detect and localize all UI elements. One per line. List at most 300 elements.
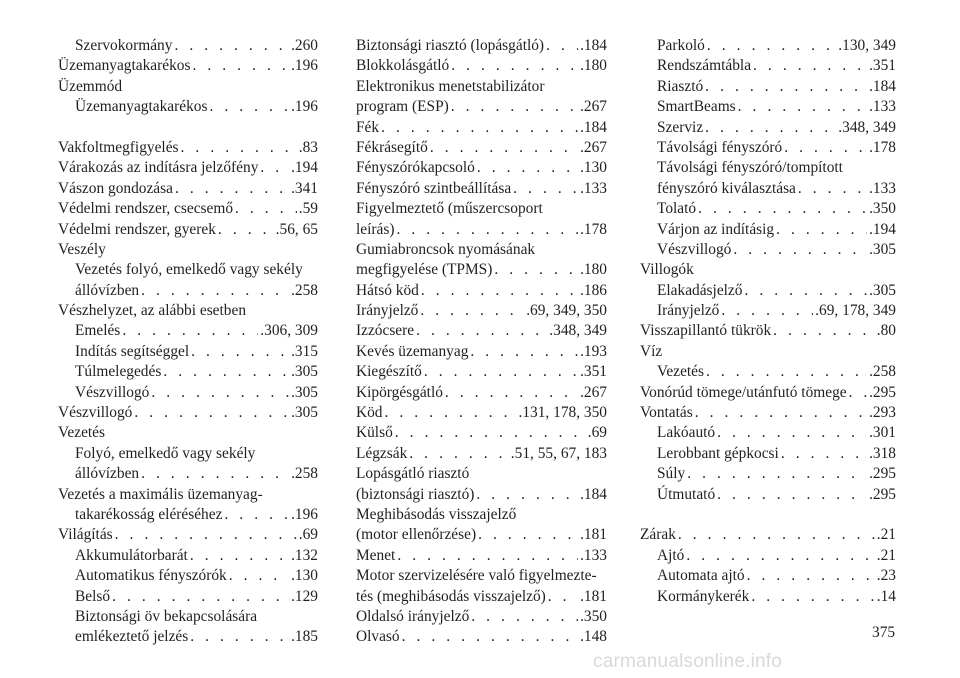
- blank-line: [640, 505, 896, 525]
- entry-page-ref: .130: [580, 159, 607, 177]
- dot-leader: [190, 546, 289, 566]
- index-entry: [356, 118, 607, 138]
- entry-term: Vészvillogó: [58, 404, 133, 422]
- index-subentry: [58, 281, 318, 301]
- dot-leader: [181, 138, 297, 158]
- entry-term: Vakfoltmegfigyelés: [58, 138, 179, 156]
- index-entry: [58, 199, 318, 219]
- index-entry: [58, 423, 318, 443]
- index-entry: [356, 36, 607, 56]
- entry-term: (biztonsági riasztó): [356, 485, 475, 503]
- dot-leader: [430, 138, 578, 158]
- dot-leader: [224, 505, 289, 525]
- entry-term: Veszély: [58, 240, 106, 258]
- entry-term: Menet: [356, 546, 396, 564]
- index-entry: [58, 158, 318, 178]
- dot-leader: [705, 118, 836, 138]
- entry-page-ref: .69: [587, 424, 607, 442]
- index-entry: [356, 485, 607, 505]
- dot-leader: [174, 36, 289, 56]
- index-entry: [356, 566, 607, 586]
- entry-page-ref: .181: [580, 587, 607, 605]
- dot-leader: [738, 97, 867, 117]
- dot-leader: [707, 36, 836, 56]
- entry-term: Emelés: [75, 322, 121, 340]
- entry-term: Tolató: [657, 200, 697, 218]
- index-entry: [356, 505, 607, 525]
- index-entry: [356, 546, 607, 566]
- entry-term: megfigyelése (TPMS): [356, 261, 493, 279]
- dot-leader: [134, 403, 289, 423]
- index-subentry: [640, 118, 896, 138]
- index-subentry: [640, 138, 896, 158]
- entry-term: Visszapillantó tükrök: [640, 322, 772, 340]
- index-subentry: [58, 342, 318, 362]
- index-subentry: [58, 36, 318, 56]
- dot-leader: [141, 464, 289, 484]
- dot-leader: [744, 281, 867, 301]
- entry-page-ref: .59: [298, 200, 318, 218]
- entry-page-ref: .258: [869, 363, 896, 381]
- dot-leader: [192, 56, 289, 76]
- entry-page-ref: .267: [580, 138, 607, 156]
- index-subentry: [58, 464, 318, 484]
- entry-page-ref: .196: [291, 98, 318, 116]
- entry-term: Útmutató: [657, 485, 716, 503]
- entry-term: takarékosság eléréséhez: [75, 505, 223, 523]
- index-entry: [640, 260, 896, 280]
- index-column-3: [640, 36, 896, 607]
- dot-leader: [385, 403, 517, 423]
- index-subentry: [640, 56, 896, 76]
- entry-term: Súly: [657, 465, 686, 483]
- dot-leader: [753, 56, 867, 76]
- index-entry: [640, 321, 896, 341]
- entry-page-ref: .305: [869, 240, 896, 258]
- index-subentry: [640, 220, 896, 240]
- entry-page-ref: .295: [869, 383, 896, 401]
- index-subentry: [58, 383, 318, 403]
- entry-page-ref: .348, 349: [838, 118, 896, 136]
- index-entry: [356, 301, 607, 321]
- entry-page-ref: .350: [869, 200, 896, 218]
- dot-leader: [421, 281, 578, 301]
- entry-page-ref: .351: [580, 363, 607, 381]
- dot-leader: [209, 97, 289, 117]
- index-subentry: [58, 607, 318, 627]
- entry-page-ref: .194: [291, 159, 318, 177]
- index-subentry: [58, 97, 318, 117]
- entry-term: Túlmelegedés: [75, 363, 162, 381]
- entry-term: Figyelmeztető (műszercsoport: [356, 200, 543, 218]
- dot-leader: [849, 383, 867, 403]
- index-entry: [58, 179, 318, 199]
- entry-term: Meghibásodás visszajelző: [356, 505, 517, 523]
- entry-term: Vezetés: [58, 424, 105, 442]
- entry-page-ref: .180: [580, 261, 607, 279]
- index-subentry: [640, 546, 896, 566]
- entry-term: Zárak: [640, 526, 676, 544]
- entry-term: Külső: [356, 424, 393, 442]
- entry-page-ref: .258: [291, 281, 318, 299]
- index-entry: [356, 321, 607, 341]
- entry-page-ref: .186: [580, 281, 607, 299]
- index-entry: [356, 525, 607, 545]
- entry-page-ref: .260: [291, 37, 318, 54]
- entry-term: Olvasó: [356, 628, 400, 646]
- entry-term: Parkoló: [657, 37, 705, 54]
- index-entry: [58, 220, 318, 240]
- entry-page-ref: .348, 349: [549, 322, 607, 340]
- index-entry: [356, 77, 607, 97]
- entry-page-ref: .129: [291, 587, 318, 605]
- entry-term: fényszóró kiválasztása: [657, 179, 796, 197]
- entry-term: program (ESP): [356, 98, 449, 116]
- entry-term: Üzemmód: [58, 77, 123, 95]
- dot-leader: [773, 321, 875, 341]
- dot-leader: [751, 587, 874, 607]
- entry-page-ref: .133: [869, 179, 896, 197]
- entry-term: Fényszóró szintbeállítása: [356, 179, 512, 197]
- index-entry: [356, 260, 607, 280]
- entry-term: Automata ajtó: [657, 567, 745, 585]
- entry-page-ref: .305: [291, 363, 318, 381]
- dot-leader: [781, 444, 867, 464]
- dot-leader: [445, 383, 578, 403]
- entry-page-ref: .194: [869, 220, 896, 238]
- entry-term: Folyó, emelkedő vagy sekély: [75, 444, 256, 462]
- entry-page-ref: .180: [580, 57, 607, 75]
- dot-leader: [470, 342, 578, 362]
- entry-page-ref: .305: [291, 383, 318, 401]
- index-entry: [58, 301, 318, 321]
- index-subentry: [640, 281, 896, 301]
- entry-term: Vészvillogó: [75, 383, 150, 401]
- entry-term: Védelmi rendszer, gyerek: [58, 220, 216, 238]
- entry-term: Lerobbant gépkocsi: [657, 444, 779, 462]
- dot-leader: [798, 179, 867, 199]
- entry-term: Távolsági fényszóró/tompított: [657, 159, 843, 177]
- dot-leader: [420, 301, 524, 321]
- entry-page-ref: .69, 178, 349: [815, 302, 896, 320]
- entry-term: Fék: [356, 118, 380, 136]
- dot-leader: [191, 342, 289, 362]
- index-entry: [356, 444, 607, 464]
- index-entry: [640, 342, 896, 362]
- dot-leader: [424, 362, 578, 382]
- entry-term: Elektronikus menetstabilizátor: [356, 77, 545, 95]
- dot-leader: [548, 587, 578, 607]
- index-entry: [356, 342, 607, 362]
- entry-term: Hátsó köd: [356, 281, 419, 299]
- index-subentry: [58, 260, 318, 280]
- entry-page-ref: .130, 349: [838, 37, 896, 54]
- entry-term: Vezetés: [657, 363, 704, 381]
- index-entry: [356, 281, 607, 301]
- index-subentry: [58, 546, 318, 566]
- entry-page-ref: .184: [869, 77, 896, 95]
- entry-term: Vészhelyzet, az alábbi esetben: [58, 302, 247, 320]
- dot-leader: [235, 199, 297, 219]
- index-entry: [58, 56, 318, 76]
- entry-page-ref: .305: [869, 281, 896, 299]
- dot-leader: [476, 485, 578, 505]
- index-subentry: [640, 362, 896, 382]
- dot-leader: [695, 403, 867, 423]
- dot-leader: [784, 138, 867, 158]
- index-column-1: [58, 36, 318, 648]
- index-subentry: [640, 423, 896, 443]
- entry-term: Kevés üzemanyag: [356, 342, 469, 360]
- index-subentry: [58, 627, 318, 647]
- entry-page-ref: .69: [298, 526, 318, 544]
- entry-page-ref: .21: [876, 546, 896, 564]
- entry-page-ref: .21: [876, 526, 896, 544]
- dot-leader: [546, 36, 578, 56]
- dot-leader: [471, 607, 578, 627]
- dot-leader: [687, 464, 867, 484]
- dot-leader: [478, 525, 578, 545]
- dot-leader: [705, 77, 867, 97]
- entry-term: Vezetés a maximális üzemanyag-: [58, 485, 263, 503]
- dot-leader: [451, 56, 578, 76]
- entry-page-ref: .133: [869, 98, 896, 116]
- index-entry: [58, 77, 318, 97]
- index-subentry: [58, 321, 318, 341]
- index-entry: [640, 403, 896, 423]
- index-entry: [356, 240, 607, 260]
- entry-page-ref: .184: [580, 37, 607, 54]
- entry-page-ref: .315: [291, 342, 318, 360]
- entry-page-ref: .148: [580, 628, 607, 646]
- dot-leader: [686, 546, 874, 566]
- entry-page-ref: .295: [869, 485, 896, 503]
- entry-term: Világítás: [58, 526, 113, 544]
- entry-term: Kiegészítő: [356, 363, 422, 381]
- entry-page-ref: .181: [580, 526, 607, 544]
- entry-term: Üzemanyagtakarékos: [58, 57, 191, 75]
- dot-leader: [396, 220, 578, 240]
- entry-term: Vezetés folyó, emelkedő vagy sekély: [75, 261, 303, 279]
- dot-leader: [115, 525, 297, 545]
- dot-leader: [733, 240, 867, 260]
- entry-page-ref: .184: [580, 118, 607, 136]
- entry-page-ref: .130: [291, 567, 318, 585]
- entry-page-ref: .184: [580, 485, 607, 503]
- index-entry: [58, 403, 318, 423]
- index-column-2: [356, 36, 607, 648]
- dot-leader: [717, 485, 867, 505]
- index-entry: [356, 607, 607, 627]
- index-subentry: [640, 587, 896, 607]
- watermark: carmanualsonline.info: [593, 651, 783, 672]
- dot-leader: [229, 566, 289, 586]
- dot-leader: [678, 525, 875, 545]
- entry-page-ref: .196: [291, 57, 318, 75]
- entry-term: Oldalsó irányjelző: [356, 607, 470, 625]
- entry-term: Lopásgátló riasztó: [356, 465, 470, 483]
- entry-term: Kormánykerék: [657, 587, 750, 605]
- entry-term: Akkumulátorbarát: [75, 546, 188, 564]
- index-entry: [356, 138, 607, 158]
- index-entry: [356, 587, 607, 607]
- entry-page-ref: .178: [580, 220, 607, 238]
- entry-page-ref: .318: [869, 444, 896, 462]
- dot-leader: [402, 627, 578, 647]
- dot-leader: [151, 383, 289, 403]
- entry-term: Lakóautó: [657, 424, 716, 442]
- entry-term: Légzsák: [356, 444, 408, 462]
- entry-page-ref: .301: [869, 424, 896, 442]
- entry-page-ref: .341: [291, 179, 318, 197]
- index-entry: [58, 240, 318, 260]
- entry-term: Irányjelző: [356, 302, 419, 320]
- entry-term: (motor ellenőrzése): [356, 526, 477, 544]
- index-subentry: [640, 464, 896, 484]
- index-entry: [356, 179, 607, 199]
- index-entry: [356, 403, 607, 423]
- entry-term: Gumiabroncsok nyomásának: [356, 240, 536, 258]
- entry-term: Vászon gondozása: [58, 179, 173, 197]
- entry-term: Vészvillogó: [657, 240, 732, 258]
- dot-leader: [409, 444, 509, 464]
- dot-leader: [260, 158, 289, 178]
- blank-line: [58, 118, 318, 138]
- index-subentry: [640, 36, 896, 56]
- entry-page-ref: .80: [876, 322, 896, 340]
- dot-leader: [416, 321, 547, 341]
- entry-page-ref: .193: [580, 342, 607, 360]
- entry-term: Biztonsági öv bekapcsolására: [75, 607, 258, 625]
- entry-page-ref: .267: [580, 383, 607, 401]
- dot-leader: [218, 220, 274, 240]
- dot-leader: [451, 97, 578, 117]
- dot-leader: [175, 179, 289, 199]
- dot-leader: [190, 627, 289, 647]
- index-entry: [640, 525, 896, 545]
- entry-page-ref: .69, 349, 350: [526, 302, 607, 320]
- entry-term: Blokkolásgátló: [356, 57, 450, 75]
- index-entry: [356, 199, 607, 219]
- entry-term: tés (meghibásodás visszajelző): [356, 587, 546, 605]
- entry-page-ref: .185: [291, 628, 318, 646]
- page-number: 375: [872, 624, 896, 641]
- dot-leader: [477, 158, 578, 178]
- index-subentry: [640, 77, 896, 97]
- entry-page-ref: .51, 55, 67, 183: [510, 444, 607, 462]
- entry-page-ref: .23: [876, 567, 896, 585]
- dot-leader: [717, 423, 867, 443]
- index-subentry: [640, 566, 896, 586]
- index-subentry: [640, 158, 896, 178]
- index-subentry: [640, 97, 896, 117]
- entry-term: Biztonsági riasztó (lopásgátló): [356, 37, 545, 54]
- index-entry: [356, 627, 607, 647]
- entry-term: Kipörgésgátló: [356, 383, 443, 401]
- index-subentry: [640, 199, 896, 219]
- entry-term: Motor szervizelésére való figyelmezte-: [356, 567, 597, 585]
- entry-page-ref: .267: [580, 98, 607, 116]
- entry-term: emlékeztető jelzés: [75, 628, 189, 646]
- index-entry: [356, 220, 607, 240]
- entry-term: Indítás segítséggel: [75, 342, 190, 360]
- dot-leader: [163, 362, 289, 382]
- entry-term: SmartBeams: [657, 98, 736, 116]
- entry-page-ref: .305: [291, 404, 318, 422]
- index-subentry: [640, 444, 896, 464]
- index-subentry: [640, 240, 896, 260]
- entry-term: Várakozás az indításra jelzőfény: [58, 159, 259, 177]
- index-entry: [58, 138, 318, 158]
- index-subentry: [640, 179, 896, 199]
- entry-term: állóvízben: [75, 465, 140, 483]
- entry-term: Védelmi rendszer, csecsemő: [58, 200, 234, 218]
- entry-page-ref: .293: [869, 404, 896, 422]
- entry-term: Köd: [356, 404, 383, 422]
- entry-term: Üzemanyagtakarékos: [75, 98, 208, 116]
- entry-term: Izzócsere: [356, 322, 415, 340]
- entry-term: leírás): [356, 220, 395, 238]
- entry-page-ref: .351: [869, 57, 896, 75]
- index-entry: [640, 383, 896, 403]
- entry-term: Riasztó: [657, 77, 704, 95]
- entry-term: Vontatás: [640, 404, 693, 422]
- entry-term: állóvízben: [75, 281, 140, 299]
- entry-term: Ajtó: [657, 546, 685, 564]
- entry-page-ref: .350: [580, 607, 607, 625]
- dot-leader: [122, 321, 258, 341]
- index-subentry: [58, 505, 318, 525]
- index-subentry: [58, 566, 318, 586]
- dot-leader: [395, 423, 586, 443]
- index-entry: [356, 56, 607, 76]
- index-entry: [356, 97, 607, 117]
- index-entry: [356, 362, 607, 382]
- entry-page-ref: .306, 309: [260, 322, 318, 340]
- entry-term: Rendszámtábla: [657, 57, 752, 75]
- entry-page-ref: .133: [580, 546, 607, 564]
- index-subentry: [58, 587, 318, 607]
- index-entry: [356, 464, 607, 484]
- entry-term: Villogók: [640, 261, 694, 279]
- entry-term: Víz: [640, 342, 663, 360]
- index-subentry: [58, 362, 318, 382]
- entry-term: Belső: [75, 587, 111, 605]
- entry-page-ref: .14: [876, 587, 896, 605]
- index-subentry: [640, 301, 896, 321]
- dot-leader: [776, 220, 867, 240]
- dot-leader: [721, 301, 813, 321]
- index-subentry: [640, 485, 896, 505]
- index-entry: [356, 383, 607, 403]
- entry-page-ref: .131, 178, 350: [518, 404, 607, 422]
- entry-term: Várjon az indításig: [657, 220, 775, 238]
- dot-leader: [381, 118, 578, 138]
- entry-page-ref: .133: [580, 179, 607, 197]
- entry-page-ref: .178: [869, 138, 896, 156]
- dot-leader: [513, 179, 578, 199]
- entry-page-ref: .196: [291, 505, 318, 523]
- entry-term: Fényszórókapcsoló: [356, 159, 475, 177]
- dot-leader: [112, 587, 289, 607]
- dot-leader: [698, 199, 867, 219]
- dot-leader: [706, 362, 867, 382]
- entry-page-ref: .132: [291, 546, 318, 564]
- entry-term: Vonórúd tömege/utánfutó tömege: [640, 383, 847, 401]
- entry-term: Automatikus fényszórók: [75, 567, 227, 585]
- entry-term: Elakadásjelző: [657, 281, 743, 299]
- dot-leader: [141, 281, 289, 301]
